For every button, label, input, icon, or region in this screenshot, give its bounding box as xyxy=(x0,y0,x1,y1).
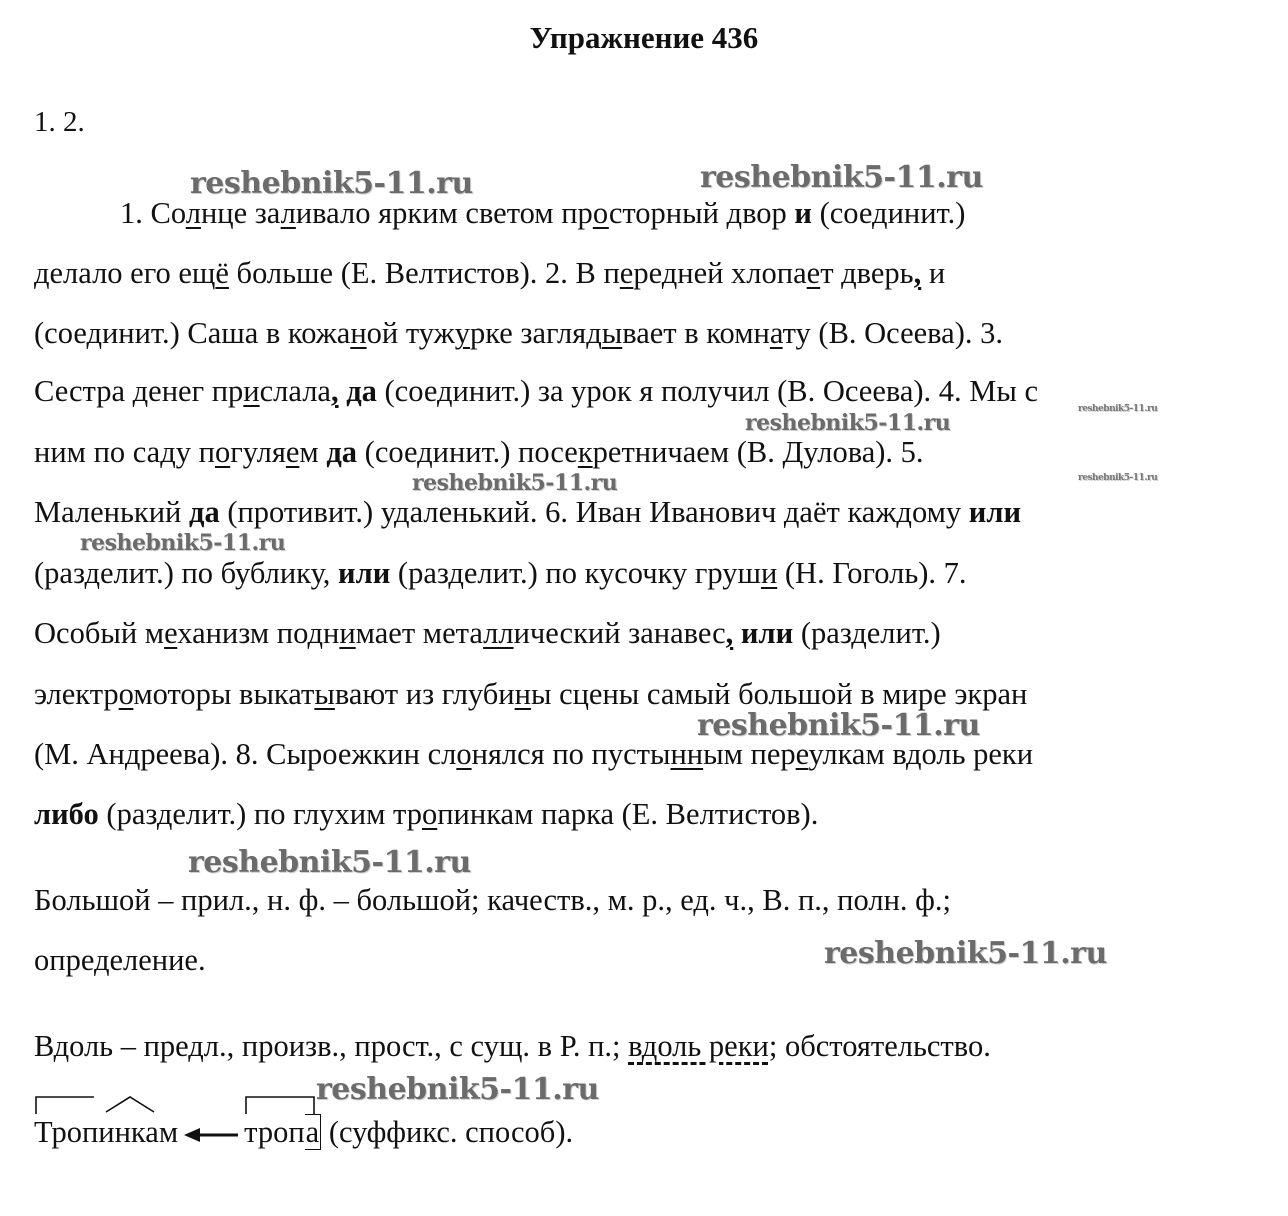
conjunction: либо xyxy=(34,797,99,831)
watermark: reshebnik5-11.ru xyxy=(190,166,473,201)
text-line-1: 1. Солнце заливало ярким светом просторный двор и (соединит.) xyxy=(120,196,966,230)
watermark: reshebnik5-11.ru xyxy=(80,530,286,556)
text-line-4: Сестра денег прислала, да (соединит.) за урок я получил (В. Осеева). 4. Мы с xyxy=(34,374,1039,408)
watermark: reshebnik5-11.ru xyxy=(824,936,1107,971)
derived-word: Тропинкам xyxy=(34,1114,178,1150)
page-title: Упражнение 436 xyxy=(529,20,759,55)
watermark: reshebnik5-11.ru xyxy=(745,410,951,436)
watermark: reshebnik5-11.ru xyxy=(316,1072,599,1107)
morpheme-marks xyxy=(34,1094,204,1116)
watermark: reshebnik5-11.ru xyxy=(412,470,618,496)
task-numbers: 1. 2. xyxy=(34,106,85,138)
conjunction: или xyxy=(740,616,794,650)
conjunction: да xyxy=(326,435,358,469)
conjunction: или xyxy=(968,495,1022,529)
derivation-arrow-icon xyxy=(184,1127,240,1143)
word-formation: Тропинкам тропа (суффикс. способ). xyxy=(34,1114,573,1150)
conjunction: или xyxy=(338,556,391,590)
analysis-bolshoy-role: определение. xyxy=(34,943,206,977)
conjunction: да xyxy=(189,495,220,529)
text-line-2: делало его ещё больше (Е. Велтистов). 2. В передней хлопает дверь, и xyxy=(34,256,946,290)
base-word: тропа xyxy=(244,1114,321,1150)
watermark: reshebnik5-11.ru xyxy=(188,845,471,880)
watermark: reshebnik5-11.ru xyxy=(1078,473,1158,483)
analysis-vdol: Вдоль – предл., произв., прост., с сущ. в Р. п.; вдоль реки; обстоятельство. xyxy=(34,1029,991,1063)
text-line-10: (М. Андреева). 8. Сыроежкин слонялся по пустынным переулкам вдоль реки xyxy=(34,737,1034,771)
adverbial-phrase: вдоль реки xyxy=(628,1029,769,1063)
conjunction: и xyxy=(794,196,812,230)
text-line-3: (соединит.) Саша в кожаной тужурке заглядывает в комнату (В. Осеева). 3. xyxy=(34,316,1003,350)
text-line-5: ним по саду погуляем да (соединит.) посекретничаем (В. Дулова). 5. xyxy=(34,435,924,469)
watermark: reshebnik5-11.ru xyxy=(700,160,983,195)
text-line-11: либо (разделит.) по глухим тропинкам парка (Е. Велтистов). xyxy=(34,797,819,831)
text-line-6: Маленький да (противит.) удаленький. 6. Иван Иванович даёт каждому или xyxy=(34,495,1022,529)
watermark: reshebnik5-11.ru xyxy=(1078,404,1158,414)
conjunction: да xyxy=(346,374,377,408)
text-line-9: электромоторы выкатывают из глубины сцены самый большой в мире экран xyxy=(34,677,1028,711)
analysis-bolshoy: Большой – прил., н. ф. – большой; качеств., м. р., ед. ч., В. п., полн. ф.; xyxy=(34,883,952,917)
text-line-7: (разделит.) по бублику, или (разделит.) по кусочку груши (Н. Гоголь). 7. xyxy=(34,556,967,590)
text-line-8: Особый механизм поднимает металлический занавес, или (разделит.) xyxy=(34,616,941,650)
watermark: reshebnik5-11.ru xyxy=(697,708,980,743)
root-mark xyxy=(244,1094,334,1116)
